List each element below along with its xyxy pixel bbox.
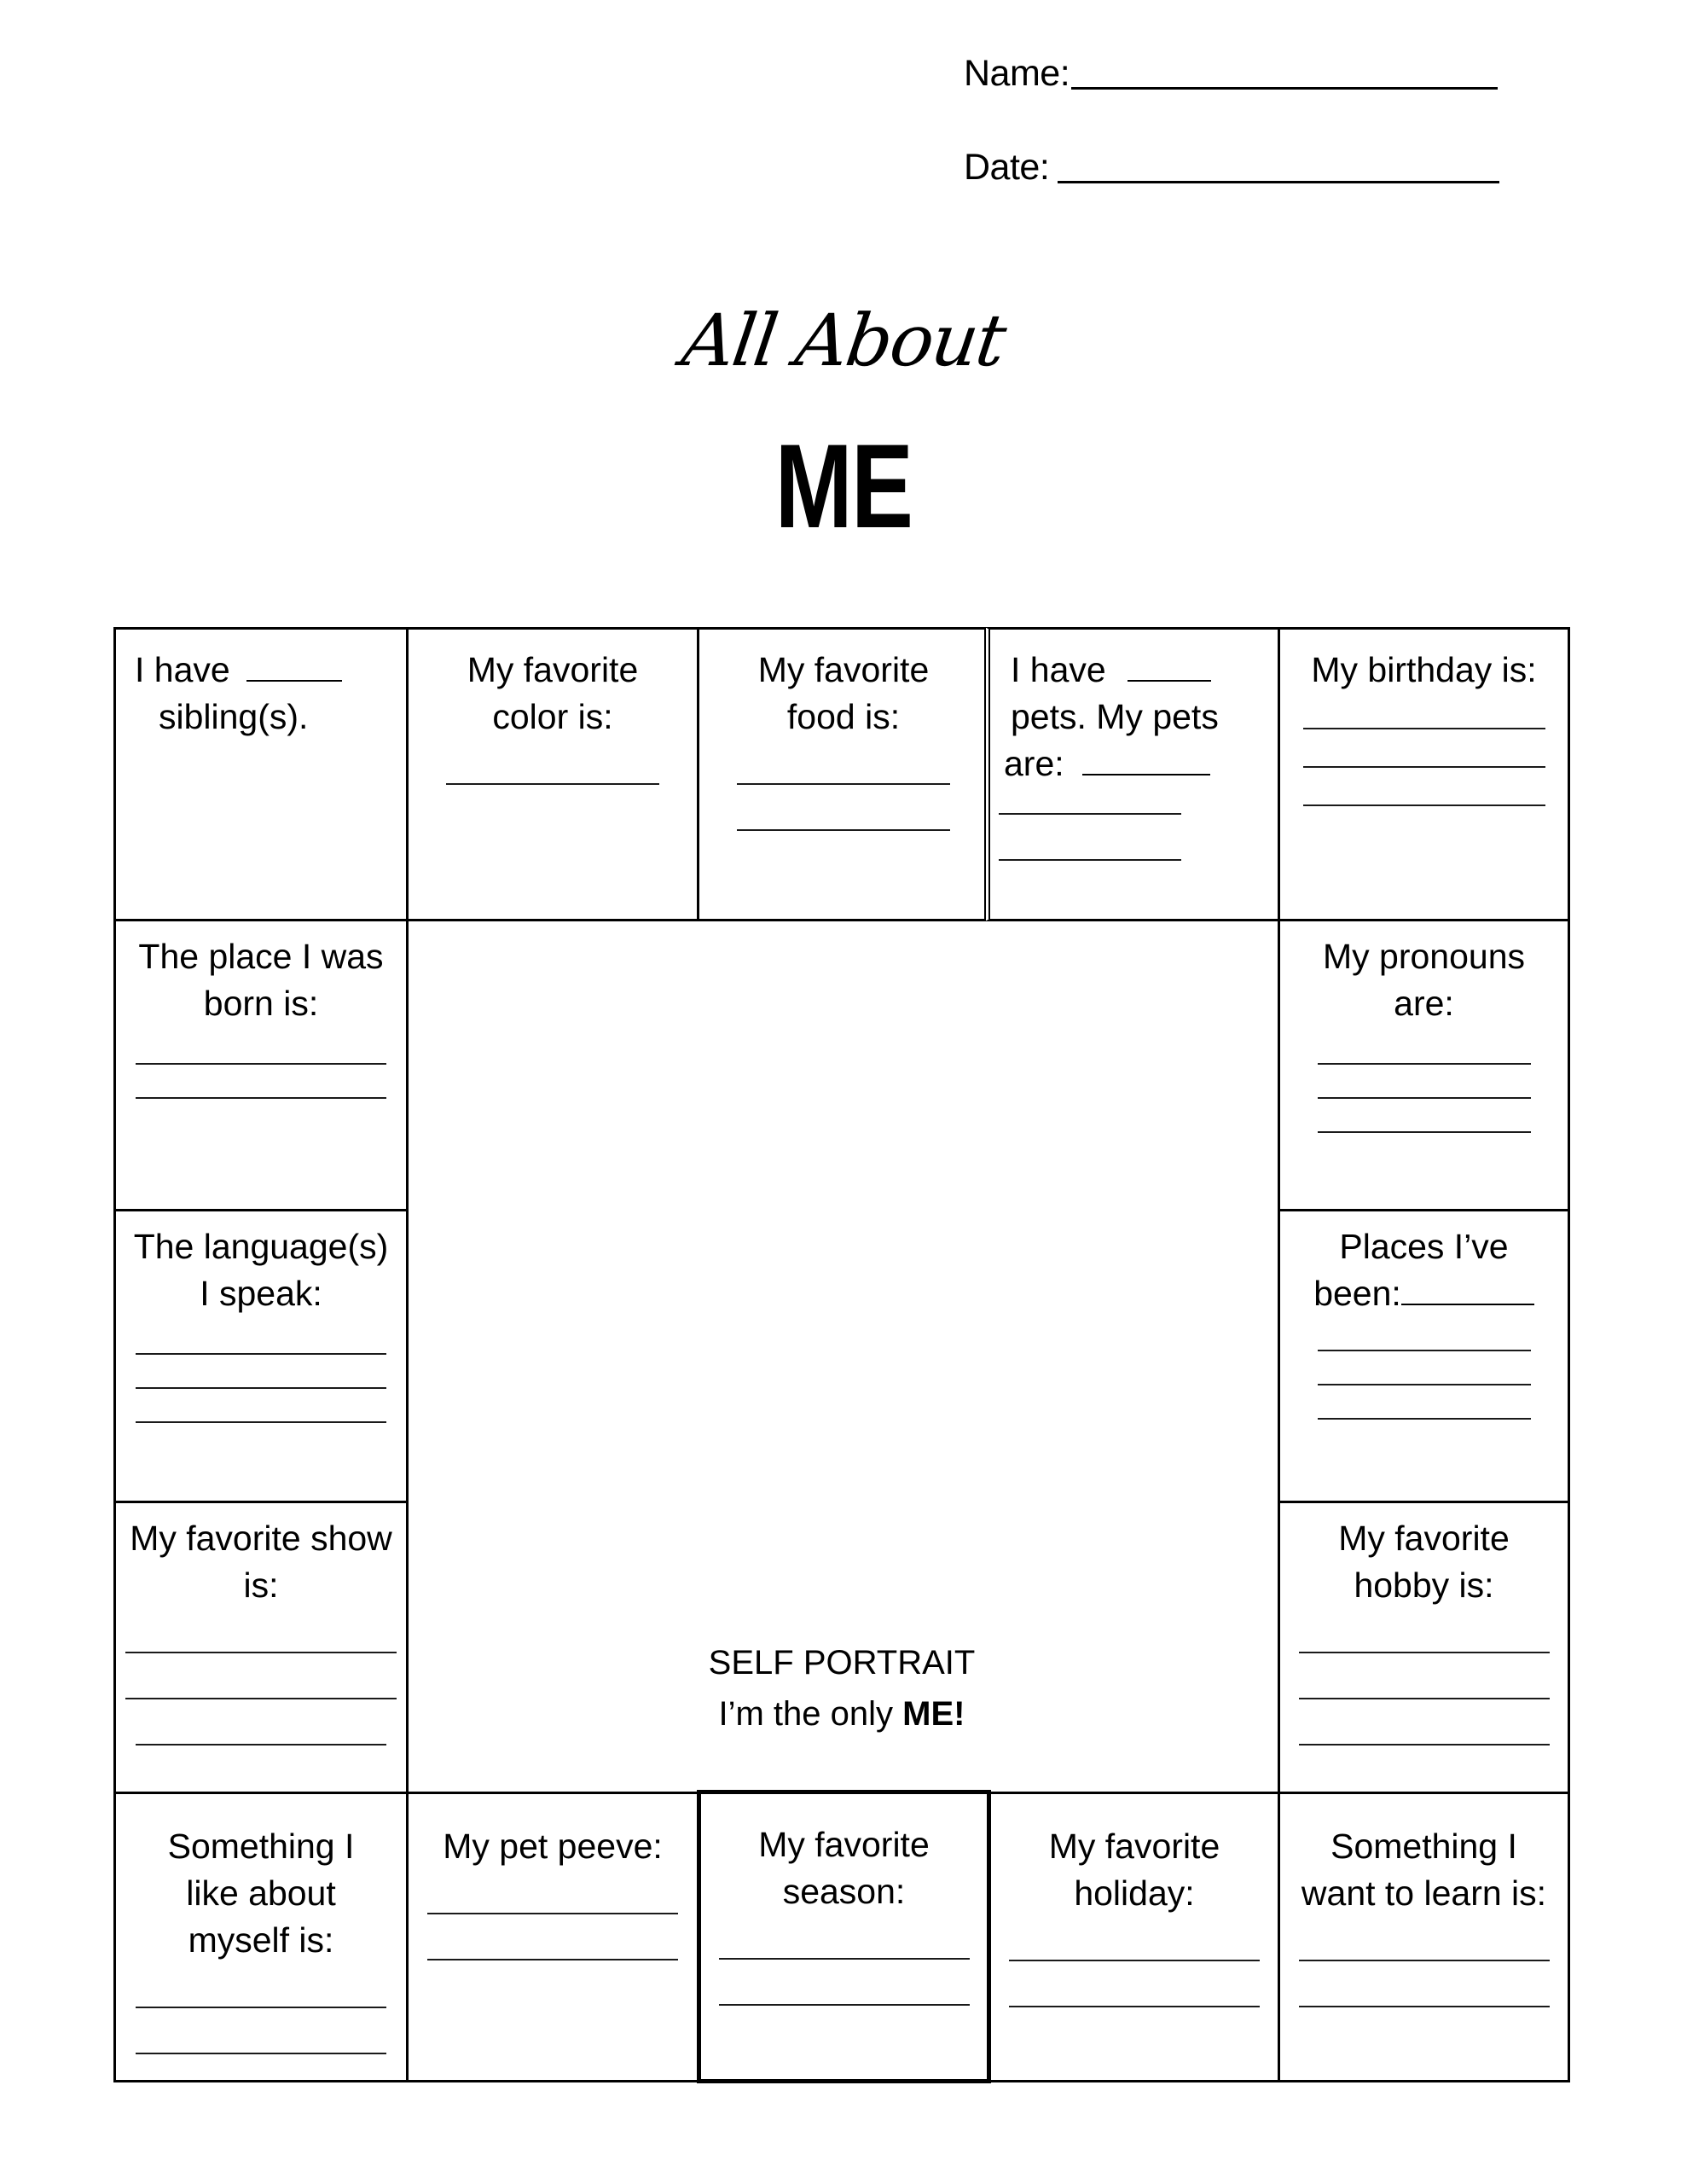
cell-label: myself is: [188,1920,334,1960]
blank-line[interactable] [1009,2006,1260,2007]
cell-label: My favorite [1338,1519,1510,1558]
blank-line[interactable] [1082,774,1210,775]
blank-line[interactable] [1318,1350,1531,1351]
cell-pronouns[interactable] [1278,919,1570,1211]
self-portrait-tagline: I’m the only ME! [718,1695,965,1733]
cell-label: My favorite [757,650,930,689]
cell-label: My pet peeve: [443,1827,663,1866]
blank-line[interactable] [1299,1698,1550,1699]
name-blank-line[interactable] [1071,86,1498,90]
cell-favorite-food[interactable] [697,627,990,921]
blank-line[interactable] [1299,1744,1550,1745]
blank-line[interactable] [246,680,342,682]
cell-favorite-color[interactable] [406,627,699,921]
blank-line[interactable] [1009,1960,1260,1961]
blank-line[interactable] [1299,1652,1550,1653]
self-portrait-area[interactable] [406,919,1278,1792]
blank-line[interactable] [719,2004,970,2006]
blank-line[interactable] [737,783,950,785]
blank-line[interactable] [125,1652,397,1653]
cell-languages[interactable] [113,1209,409,1503]
blank-line[interactable] [125,1698,397,1699]
cell-label: My favorite [758,1825,930,1864]
cell-label: Places I’ve [1339,1227,1509,1266]
blank-line[interactable] [427,1913,678,1914]
date-field[interactable] [964,147,1499,189]
blank-line[interactable] [1303,728,1545,729]
cell-label: color is: [492,697,613,736]
name-field[interactable] [964,53,1498,95]
cell-pets[interactable] [984,627,1280,921]
blank-line[interactable] [737,829,950,831]
cell-label: My pronouns [1322,937,1525,976]
cell-label: I have [135,647,406,694]
blank-line[interactable] [1318,1131,1531,1133]
self-portrait-heading: SELF PORTRAIT [708,1644,976,1682]
cell-favorite-holiday[interactable] [988,1792,1280,2082]
cell-favorite-hobby[interactable] [1278,1501,1570,1794]
cell-label: season: [782,1872,906,1911]
blank-line[interactable] [136,1421,386,1423]
blank-line[interactable] [999,813,1181,815]
cell-label: want to learn is: [1301,1873,1547,1913]
blank-line[interactable] [1299,2006,1550,2007]
blank-line[interactable] [136,2053,386,2054]
cell-like-about-myself[interactable] [113,1792,409,2082]
self-portrait-caption [406,1637,1278,1740]
name-label: Name: [964,53,1070,94]
title-script: All About [677,299,1010,382]
blank-line[interactable] [719,1958,970,1960]
blank-line[interactable] [1303,804,1545,806]
cell-want-to-learn[interactable] [1278,1792,1570,2082]
cell-label: My favorite show [130,1519,392,1558]
cell-label: are: [1004,741,1278,787]
cell-label: pets. My pets [1011,697,1219,736]
cell-birthplace[interactable] [113,919,409,1211]
blank-line[interactable] [1303,766,1545,768]
cell-label: My favorite [467,650,639,689]
cell-label: My favorite [1048,1827,1220,1866]
cell-label: The language(s) [133,1227,389,1266]
blank-line[interactable] [1318,1097,1531,1099]
blank-line[interactable] [136,1063,386,1065]
cell-label: food is: [786,697,901,736]
blank-line[interactable] [136,1097,386,1099]
cell-label: born is: [203,984,319,1023]
cell-label: Something I [167,1827,355,1866]
blank-line[interactable] [446,783,659,785]
blank-line[interactable] [1318,1063,1531,1065]
blank-line[interactable] [136,1353,386,1355]
cell-label: are: [1394,984,1454,1023]
cell-label: like about [186,1873,336,1913]
cell-label: I speak: [200,1274,322,1313]
cell-favorite-show[interactable] [113,1501,409,1794]
cell-label: is: [243,1565,279,1605]
blank-line[interactable] [1299,1960,1550,1961]
cell-label: hobby is: [1354,1565,1494,1605]
cell-label: My birthday is: [1311,650,1537,689]
blank-line[interactable] [427,1959,678,1960]
blank-line[interactable] [1401,1304,1534,1305]
date-label: Date: [964,147,1050,188]
blank-line[interactable] [1318,1384,1531,1385]
cell-favorite-season[interactable] [697,1790,991,2083]
cell-pet-peeve[interactable] [406,1792,699,2082]
blank-line[interactable] [136,2007,386,2008]
worksheet-grid [113,627,1570,2082]
cell-places-been[interactable] [1278,1209,1570,1503]
cell-label: holiday: [1074,1873,1195,1913]
cell-label: been: [1280,1270,1568,1317]
page-title: ME [774,419,913,553]
cell-label: sibling(s). [159,697,309,736]
blank-line[interactable] [999,859,1181,861]
cell-siblings[interactable] [113,627,409,921]
blank-line[interactable] [136,1387,386,1389]
cell-label: The place I was [138,937,384,976]
date-blank-line[interactable] [1058,180,1499,183]
blank-line[interactable] [1128,680,1211,682]
cell-label: I have [1011,647,1278,694]
cell-birthday[interactable] [1278,627,1570,921]
blank-line[interactable] [1318,1418,1531,1420]
cell-label: Something I [1330,1827,1517,1866]
blank-line[interactable] [136,1744,386,1745]
